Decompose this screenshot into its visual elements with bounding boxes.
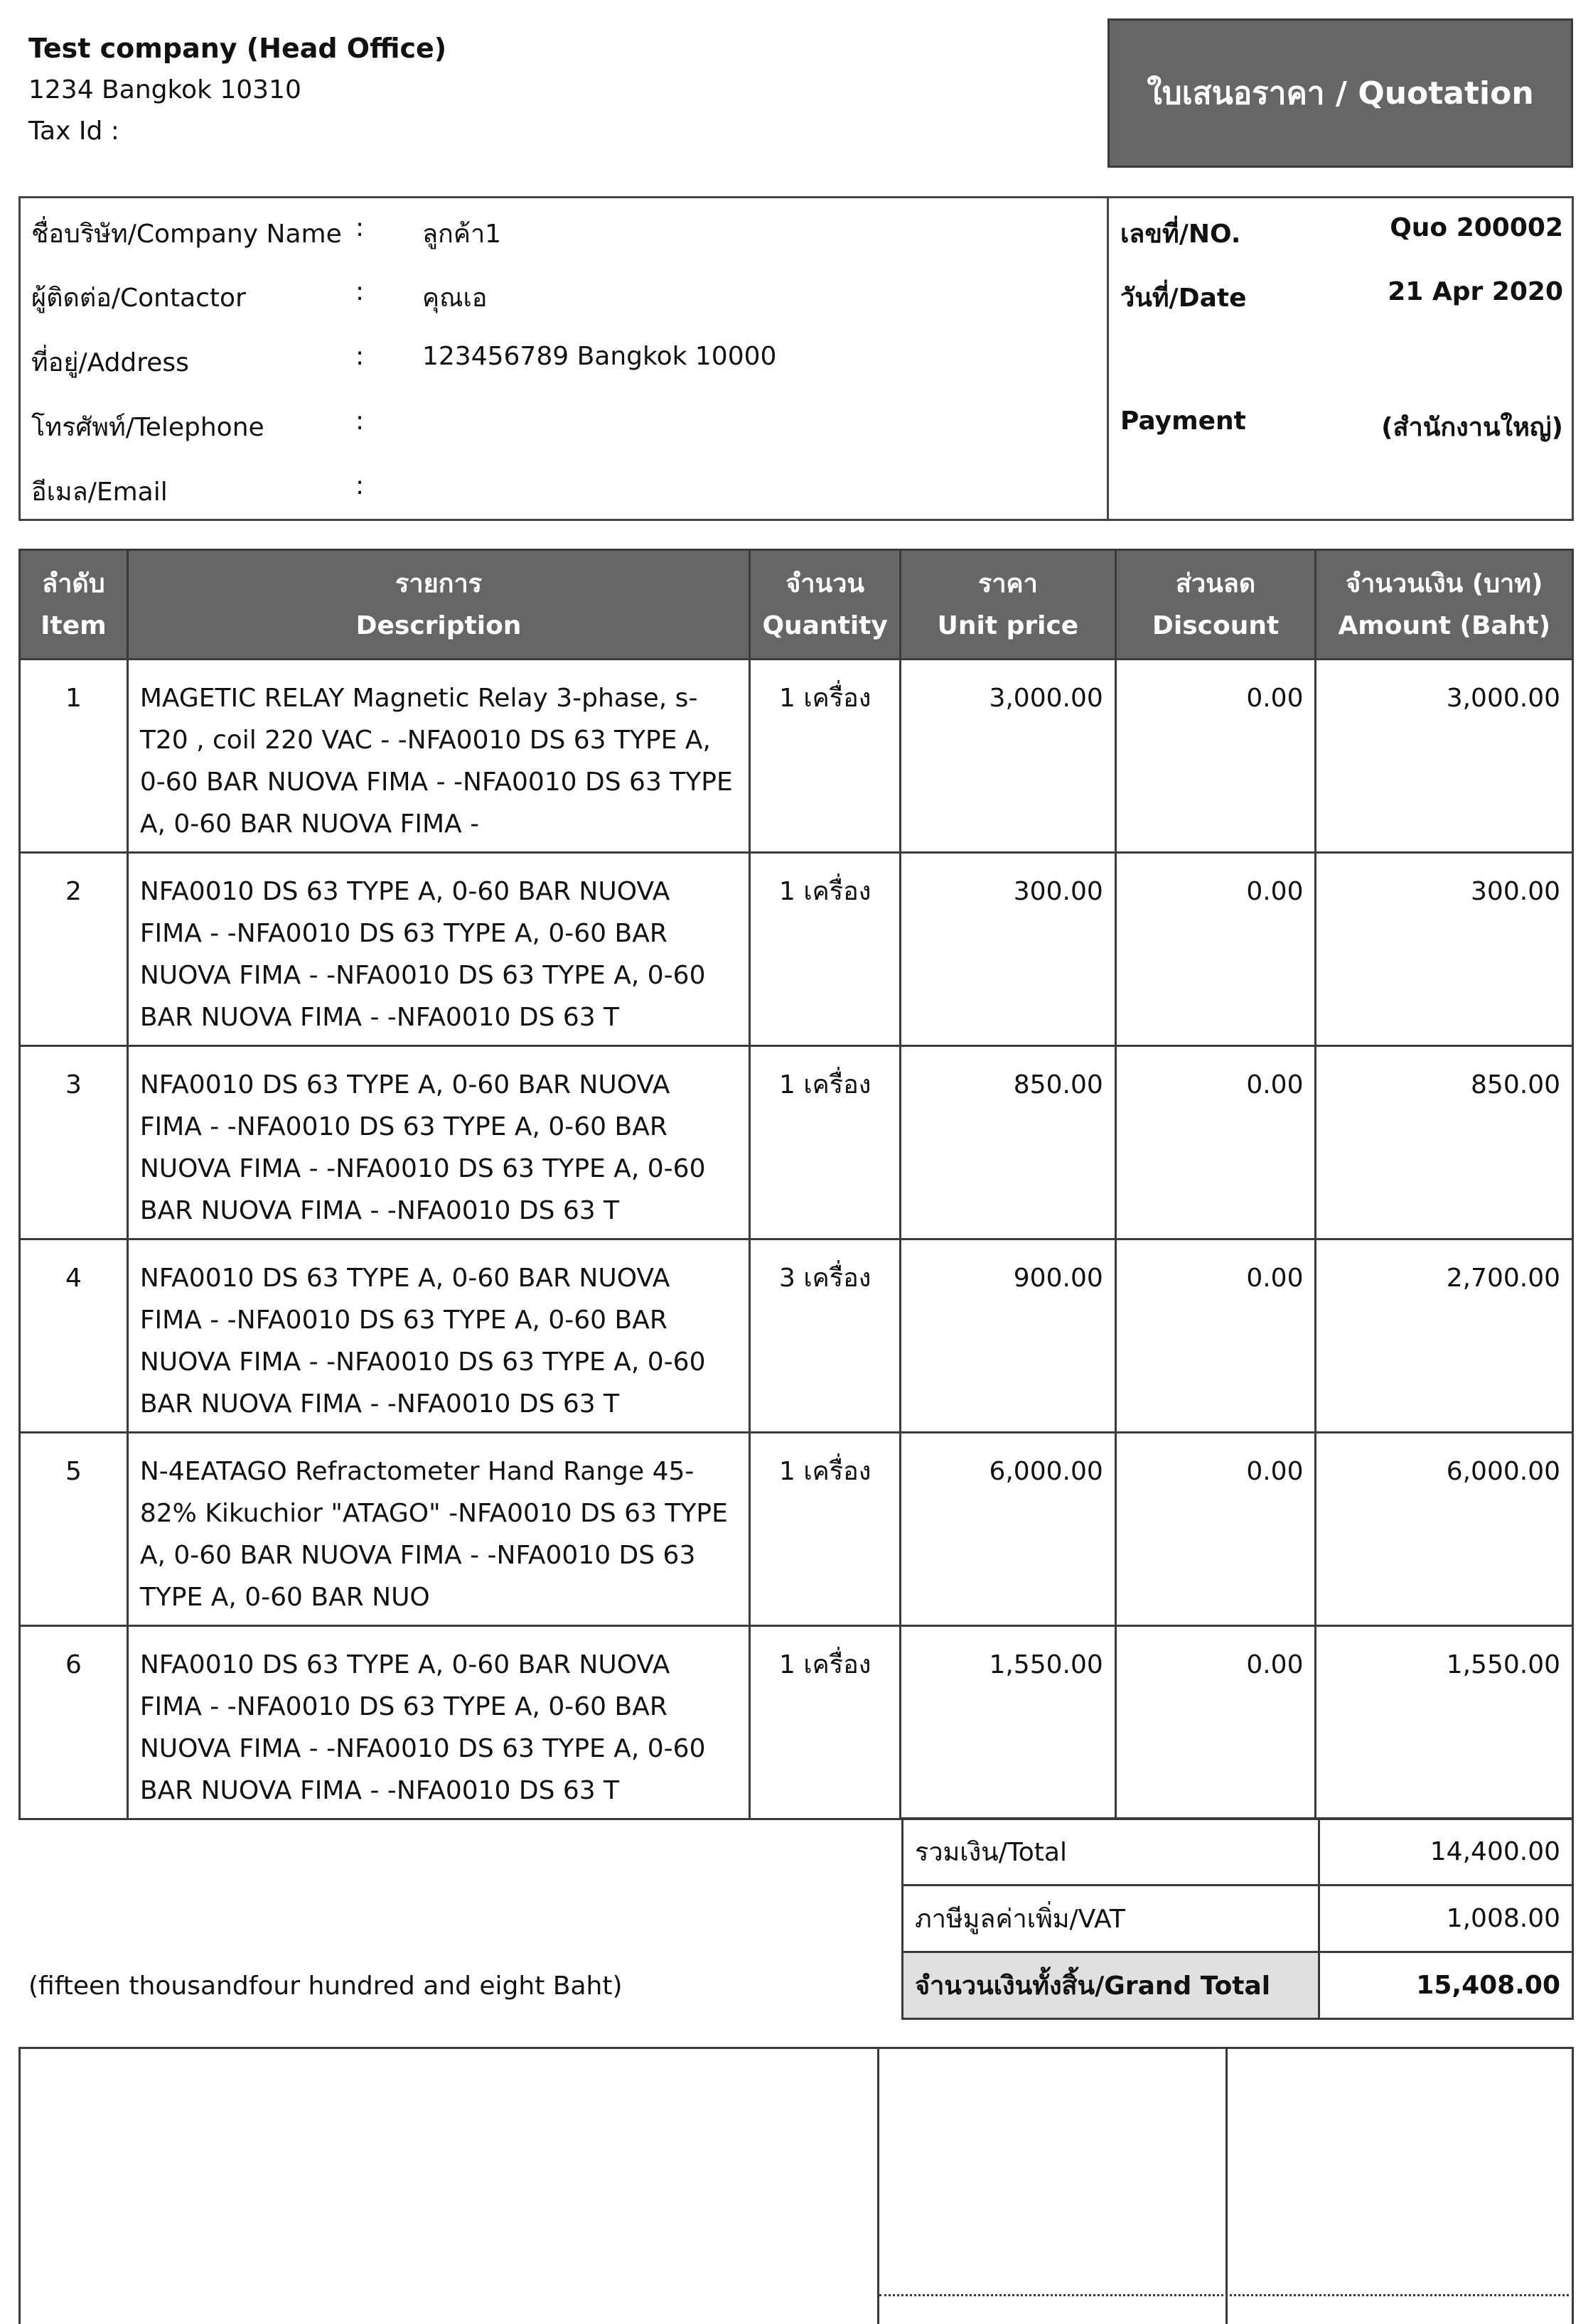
row-discount: 0.00 xyxy=(1115,1433,1316,1626)
company-name: Test company (Head Office) xyxy=(28,33,447,64)
colon: : xyxy=(355,213,365,242)
grand-total-label: จำนวนเงินทั้งสิ้น/Grand Total xyxy=(903,1952,1319,2019)
row-description: MAGETIC RELAY Magnetic Relay 3-phase, s-T20 , coil 220 VAC - -NFA0010 DS 63 TYPE A, 0-60 BAR NUOVA FIMA - -NFA0010 DS 63 TYPE A, 0-60 BAR NUOVA FIMA - xyxy=(127,660,749,853)
table-row xyxy=(20,1626,1573,1819)
row-item-number: 5 xyxy=(20,1433,128,1626)
document-title-box xyxy=(1107,18,1573,168)
row-discount: 0.00 xyxy=(1115,1626,1316,1819)
row-description: N-4EATAGO Refractometer Hand Range 45-82% Kikuchior "ATAGO" -NFA0010 DS 63 TYPE A, 0-60 BAR NUOVA FIMA - -NFA0010 DS 63 TYPE A, 0-60 BAR NUO xyxy=(127,1433,749,1626)
table-header-row xyxy=(20,550,1573,660)
telephone-label: โทรศัพท์/Telephone xyxy=(31,413,264,442)
colon: : xyxy=(355,407,365,436)
total-row xyxy=(903,1819,1573,1885)
table-row xyxy=(20,853,1573,1046)
row-quantity: 1 เครื่อง xyxy=(750,1433,901,1626)
row-item-number: 6 xyxy=(20,1626,128,1819)
company-address: 1234 Bangkok 10310 xyxy=(28,75,301,104)
quote-number: Quo 200002 xyxy=(1390,213,1563,242)
row-quantity: 1 เครื่อง xyxy=(750,1626,901,1819)
row-discount: 0.00 xyxy=(1115,1239,1316,1433)
signature-line xyxy=(879,2294,1574,2296)
vat-row xyxy=(903,1885,1573,1952)
row-quantity: 1 เครื่อง xyxy=(750,1046,901,1239)
company-name-label: ชื่อบริษัท/Company Name xyxy=(31,220,342,249)
row-description: NFA0010 DS 63 TYPE A, 0-60 BAR NUOVA FIMA - -NFA0010 DS 63 TYPE A, 0-60 BAR NUOVA FIMA - -NFA0010 DS 63 TYPE A, 0-60 BAR NUOVA FIMA - -NFA0010 DS 63 T xyxy=(127,1046,749,1239)
row-quantity: 3 เครื่อง xyxy=(750,1239,901,1433)
amount-in-words: (fifteen thousandfour hundred and eight Baht) xyxy=(28,1971,623,2001)
total-value: 14,400.00 xyxy=(1319,1819,1573,1885)
header-item: ลำดับ Item xyxy=(20,550,128,660)
row-description: NFA0010 DS 63 TYPE A, 0-60 BAR NUOVA FIMA - -NFA0010 DS 63 TYPE A, 0-60 BAR NUOVA FIMA - -NFA0010 DS 63 TYPE A, 0-60 BAR NUOVA FIMA - -NFA0010 DS 63 T xyxy=(127,853,749,1046)
address-label: ที่อยู่/Address xyxy=(31,348,189,377)
signature-divider xyxy=(1225,2047,1228,2324)
row-unit-price: 850.00 xyxy=(901,1046,1116,1239)
header-amount: จำนวนเงิน (บาท) Amount (Baht) xyxy=(1316,550,1573,660)
email-label: อีเมล/Email xyxy=(31,478,168,507)
row-item-number: 3 xyxy=(20,1046,128,1239)
signature-box xyxy=(18,2047,1574,2324)
row-quantity: 1 เครื่อง xyxy=(750,853,901,1046)
quote-date: 21 Apr 2020 xyxy=(1388,277,1563,306)
totals-table xyxy=(901,1817,1574,2020)
row-amount: 6,000.00 xyxy=(1316,1433,1573,1626)
row-description: NFA0010 DS 63 TYPE A, 0-60 BAR NUOVA FIMA - -NFA0010 DS 63 TYPE A, 0-60 BAR NUOVA FIMA - -NFA0010 DS 63 TYPE A, 0-60 BAR NUOVA FIMA - -NFA0010 DS 63 T xyxy=(127,1626,749,1819)
colon: : xyxy=(355,342,365,371)
row-amount: 3,000.00 xyxy=(1316,660,1573,853)
grand-total-row xyxy=(903,1952,1573,2019)
contactor-label: ผู้ติดต่อ/Contactor xyxy=(31,284,246,313)
row-unit-price: 900.00 xyxy=(901,1239,1116,1433)
row-unit-price: 6,000.00 xyxy=(901,1433,1116,1626)
grand-total-value: 15,408.00 xyxy=(1319,1952,1573,2019)
info-divider xyxy=(1107,196,1109,521)
row-amount: 300.00 xyxy=(1316,853,1573,1046)
customer-company-name: ลูกค้า1 xyxy=(422,220,502,249)
table-row xyxy=(20,1433,1573,1626)
customer-contactor: คุณเอ xyxy=(422,284,488,313)
table-row xyxy=(20,1239,1573,1433)
header-unit-price: ราคา Unit price xyxy=(901,550,1116,660)
company-tax-id: Tax Id : xyxy=(28,117,119,146)
row-quantity: 1 เครื่อง xyxy=(750,660,901,853)
vat-value: 1,008.00 xyxy=(1319,1885,1573,1952)
row-unit-price: 300.00 xyxy=(901,853,1116,1046)
total-label: รวมเงิน/Total xyxy=(903,1819,1319,1885)
row-description: NFA0010 DS 63 TYPE A, 0-60 BAR NUOVA FIMA - -NFA0010 DS 63 TYPE A, 0-60 BAR NUOVA FIMA - -NFA0010 DS 63 TYPE A, 0-60 BAR NUOVA FIMA - -NFA0010 DS 63 T xyxy=(127,1239,749,1433)
row-amount: 850.00 xyxy=(1316,1046,1573,1239)
row-item-number: 1 xyxy=(20,660,128,853)
table-row xyxy=(20,1046,1573,1239)
payment-label: Payment xyxy=(1120,407,1246,436)
quote-date-label: วันที่/Date xyxy=(1120,284,1247,313)
row-amount: 1,550.00 xyxy=(1316,1626,1573,1819)
row-discount: 0.00 xyxy=(1115,853,1316,1046)
signature-divider xyxy=(877,2047,879,2324)
table-row xyxy=(20,660,1573,853)
header-discount: ส่วนลด Discount xyxy=(1115,550,1316,660)
header-quantity: จำนวน Quantity xyxy=(750,550,901,660)
row-item-number: 4 xyxy=(20,1239,128,1433)
items-table xyxy=(18,549,1574,1820)
document-title: ใบเสนอราคา / Quotation xyxy=(1147,75,1534,112)
row-discount: 0.00 xyxy=(1115,660,1316,853)
row-item-number: 2 xyxy=(20,853,128,1046)
quote-number-label: เลขที่/NO. xyxy=(1120,220,1241,249)
vat-label: ภาษีมูลค่าเพิ่ม/VAT xyxy=(903,1885,1319,1952)
customer-address: 123456789 Bangkok 10000 xyxy=(422,342,777,371)
payment-value: (สำนักงานใหญ่) xyxy=(1381,413,1563,442)
colon: : xyxy=(355,277,365,306)
row-unit-price: 3,000.00 xyxy=(901,660,1116,853)
row-discount: 0.00 xyxy=(1115,1046,1316,1239)
colon: : xyxy=(355,471,365,500)
row-unit-price: 1,550.00 xyxy=(901,1626,1116,1819)
header-description: รายการ Description xyxy=(127,550,749,660)
row-amount: 2,700.00 xyxy=(1316,1239,1573,1433)
